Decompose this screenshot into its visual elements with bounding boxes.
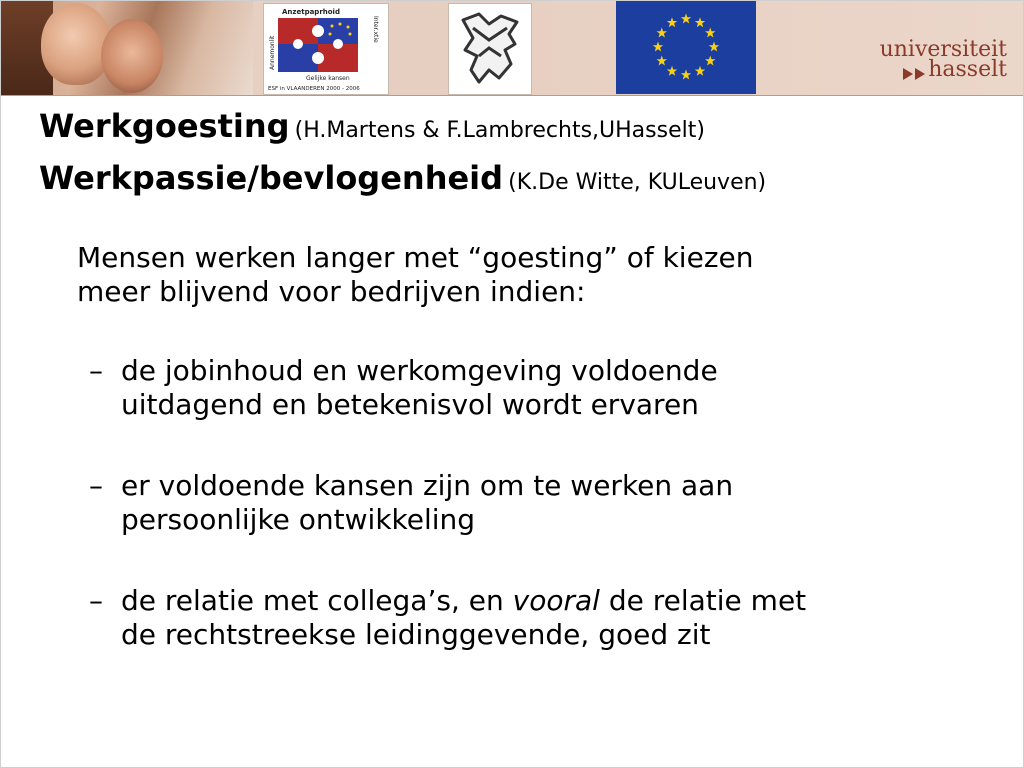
bullet-dash: – <box>89 584 103 617</box>
flemish-lion-logo <box>448 3 532 95</box>
photo-person-right <box>101 19 163 93</box>
eu-stars-icon <box>616 1 756 94</box>
title-werkpassie-source: (K.De Witte, KULeuven) <box>508 170 767 195</box>
bullet-dash: – <box>89 354 103 387</box>
bullet-1-line-2: uitdagend en betekenisvol wordt ervaren <box>121 388 699 421</box>
header-photo <box>1 1 253 95</box>
intro-line-2: meer blijvend voor bedrijven indien: <box>77 275 586 308</box>
bullet-3-line-1 <box>121 584 991 618</box>
double-arrow-icon <box>903 67 929 81</box>
title-line-1 <box>39 103 1009 155</box>
header-banner <box>1 1 1024 96</box>
svg-text:Inter.xtie: Inter.xtie <box>372 16 379 43</box>
bullet-dash: – <box>89 469 103 502</box>
bullet-3-text-b: de relatie met <box>599 584 807 617</box>
lion-icon <box>449 4 531 94</box>
bullet-2-line-1: er voldoende kansen zijn om te werken aan <box>121 469 734 502</box>
bullet-3-emphasis: vooral <box>512 584 600 617</box>
title-werkgoesting-source: (H.Martens & F.Lambrechts,UHasselt) <box>294 118 705 143</box>
university-name-line1: universiteit <box>879 37 1007 62</box>
esf-equal-logo <box>263 3 389 95</box>
bullet-3-line-2: de rechtstreekse leidinggevende, goed zit <box>121 618 711 651</box>
bullet-2-line-2: persoonlijke ontwikkeling <box>121 503 476 536</box>
slide-title <box>39 103 1009 207</box>
svg-text:Annemonlit: Annemonlit <box>269 35 276 70</box>
title-werkgoesting: Werkgoesting <box>39 107 290 145</box>
esf-puzzle-icon <box>264 4 388 94</box>
title-werkpassie: Werkpassie/bevlogenheid <box>39 159 504 197</box>
bullet-3-text-a: de relatie met collega’s, en <box>121 584 513 617</box>
intro-line-1: Mensen werken langer met “goesting” of kiezen <box>77 241 754 274</box>
eu-flag <box>616 1 756 94</box>
svg-text:Anzetpaprhoid: Anzetpaprhoid <box>282 8 340 16</box>
university-name-line2: hasselt <box>928 57 1007 82</box>
universiteit-hasselt-logo <box>863 37 1013 87</box>
svg-text:ESF in VLAANDEREN 2000 - 2006: ESF in VLAANDEREN 2000 - 2006 <box>268 86 360 92</box>
bullet-1-line-1: de jobinhoud en werkomgeving voldoende <box>121 354 718 387</box>
title-line-2 <box>39 155 1009 207</box>
intro-paragraph <box>77 241 977 309</box>
svg-text:Gelijke kansen: Gelijke kansen <box>306 75 350 82</box>
photo-person-left <box>41 3 111 85</box>
